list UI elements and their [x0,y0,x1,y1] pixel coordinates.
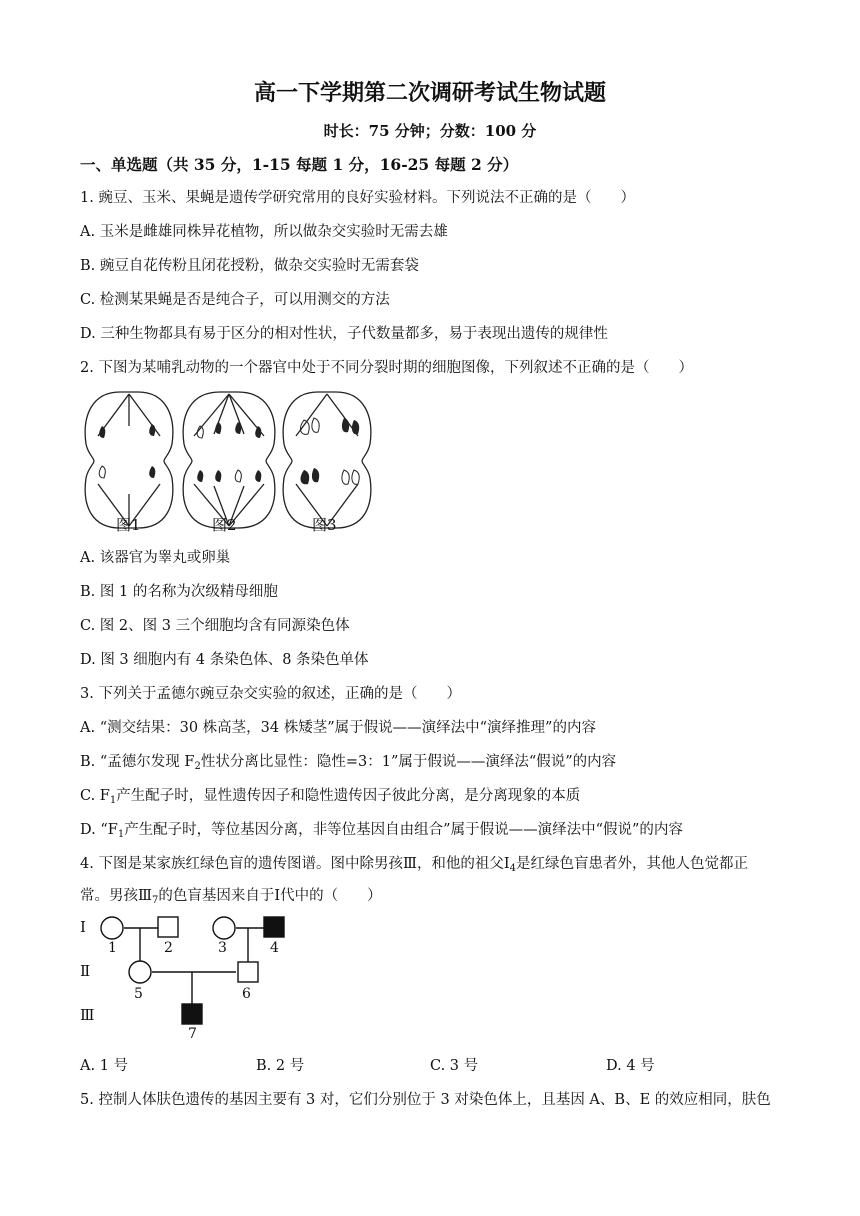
cell-3-membrane [283,392,371,528]
pedigree-member-1 [101,917,123,939]
question-2-option-d: D. 图 3 细胞内有 4 条染色体、8 条染色单体 [80,652,369,668]
pedigree-member-3 [213,917,235,939]
question-1-option-d: D. 三种生物都具有易于区分的相对性状，子代数量都多，易于表现出遗传的规律性 [80,326,608,342]
generation-label-3: Ⅲ [80,1006,95,1024]
pedigree-member-6 [238,962,258,982]
figure-1-label: 图1 [116,516,141,534]
figure-3-label: 图3 [312,516,337,534]
question-3-option-b: B. “孟德尔发现 $F_2$性状分离比显性：隐性=3：1”属于假说——演绎法“假说”的内容 [80,754,617,772]
member-label-6: 6 [242,986,251,1002]
question-4-option-d: D. 4 号 [606,1058,655,1074]
member-label-3: 3 [218,940,227,956]
pedigree-member-4 [264,917,284,937]
question-2-option-c: C. 图 2、图 3 三个细胞均含有同源染色体 [80,618,350,634]
question-3-stem: 3. 下列关于孟德尔豌豆杂交实验的叙述，正确的是（ ） [80,686,461,702]
generation-label-1: Ⅰ [80,918,86,936]
question-3-option-a: A. “测交结果：30 株高茎，34 株矮茎”属于假说——演绎法中“演绎推理”的内容 [80,720,596,736]
question-2-option-a: A. 该器官为睾丸或卵巢 [80,550,231,566]
question-4-option-b: B. 2 号 [256,1058,305,1074]
question-1-option-b: B. 豌豆自花传粉且闭花授粉，做杂交实验时无需套袋 [80,258,419,274]
question-1-option-c: C. 检测某果蝇是否是纯合子，可以用测交的方法 [80,292,390,308]
question-4-option-c: C. 3 号 [430,1058,479,1074]
generation-label-2: Ⅱ [80,962,91,980]
pedigree-member-7 [182,1004,202,1024]
pedigree-member-5 [129,961,151,983]
pedigree-member-2 [158,917,178,937]
question-3-option-c: C. $F_1$产生配子时，显性遗传因子和隐性遗传因子彼此分离，是分离现象的本质 [80,788,581,806]
question-4-stem-line-1: 4. 下图是某家族红绿色盲的遗传图谱。图中除男孩Ⅲ，和他的祖父$Ⅰ_4$是红绿色盲患者外，其他人色觉都正 [80,856,749,874]
member-label-5: 5 [134,986,143,1002]
member-label-1: 1 [108,940,117,956]
figure-2-label: 图2 [212,516,237,534]
member-label-4: 4 [270,940,279,956]
section-heading: 一、单选题（共 35 分，1-15 每题 1 分，16-25 每题 2 分） [80,155,519,174]
question-2-stem: 2. 下图为某哺乳动物的一个器官中处于不同分裂时期的细胞图像，下列叙述不正确的是（ ） [80,360,693,376]
question-4-stem-line-2: 常。男孩$Ⅲ_7$的色盲基因来自于Ⅰ代中的（ ） [80,888,382,906]
question-1-option-a: A. 玉米是雌雄同株异花植物，所以做杂交实验时无需去雄 [80,224,448,240]
question-2-option-b: B. 图 1 的名称为次级精母细胞 [80,584,278,600]
page-title: 高一下学期第二次调研考试生物试题 [253,80,606,106]
question-1-stem: 1. 豌豆、玉米、果蝇是遗传学研究常用的良好实验材料。下列说法不正确的是（ ） [80,190,635,206]
member-label-7: 7 [188,1026,197,1042]
cell-2-membrane [183,392,275,528]
question-5-stem: 5. 控制人体肤色遗传的基因主要有 3 对，它们分别位于 3 对染色体上，且基因 A、B、E 的效应相同，肤色 [80,1092,771,1108]
question-4-option-a: A. 1 号 [80,1058,129,1074]
exam-info: 时长：75 分钟；分数：100 分 [323,122,537,140]
member-label-2: 2 [164,940,173,956]
question-3-option-d: D. “$F_1$产生配子时，等位基因分离，非等位基因自由组合”属于假说——演绎法中“假说”的内容 [80,822,683,840]
